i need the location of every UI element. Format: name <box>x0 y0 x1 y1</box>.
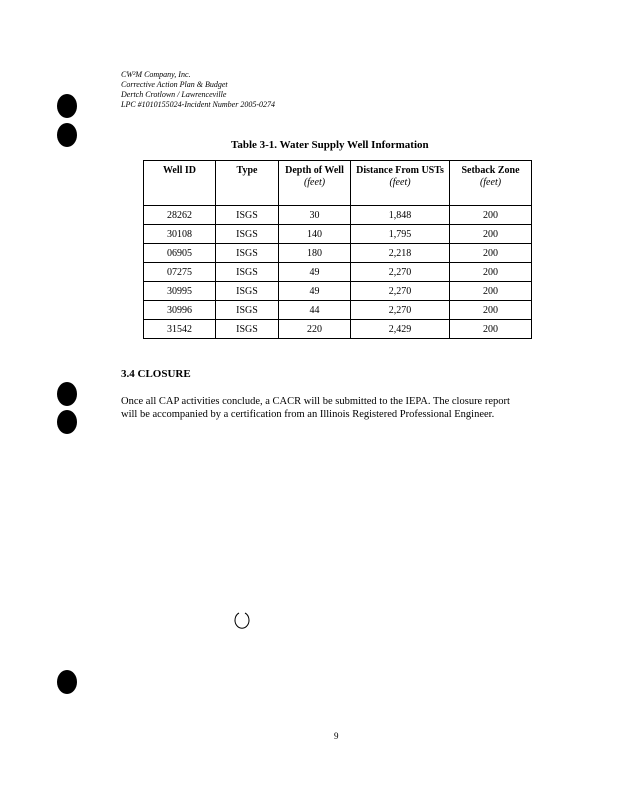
table-cell: ISGS <box>216 301 279 320</box>
table-cell: 31542 <box>144 320 216 339</box>
column-header: Setback Zone (feet) <box>450 161 532 206</box>
punch-hole <box>57 410 77 434</box>
table-cell: 200 <box>450 301 532 320</box>
table-cell: 1,795 <box>351 225 450 244</box>
table-row <box>144 320 532 339</box>
table-cell: 180 <box>279 244 351 263</box>
table-cell: 200 <box>450 320 532 339</box>
table-cell: 06905 <box>144 244 216 263</box>
document-header <box>121 70 275 110</box>
table-cell: 1,848 <box>351 206 450 225</box>
table-cell: 2,270 <box>351 263 450 282</box>
table-cell: 200 <box>450 206 532 225</box>
table-cell: 07275 <box>144 263 216 282</box>
circle-mark-icon <box>232 610 252 630</box>
table-cell: 30995 <box>144 282 216 301</box>
page-number: 9 <box>334 731 339 741</box>
table-cell: 30108 <box>144 225 216 244</box>
well-table <box>143 160 532 339</box>
table-row <box>144 206 532 225</box>
table-cell: 2,429 <box>351 320 450 339</box>
table-cell: 28262 <box>144 206 216 225</box>
table-cell: 200 <box>450 244 532 263</box>
table-cell: 220 <box>279 320 351 339</box>
table-cell: 200 <box>450 282 532 301</box>
table-cell: ISGS <box>216 320 279 339</box>
column-header: Depth of Well (feet) <box>279 161 351 206</box>
table-row <box>144 225 532 244</box>
closure-paragraph: Once all CAP activities conclude, a CACR will be submitted to the IEPA. The closure report will be accompanied by a certification from an Illinois Registered Professional Engineer. <box>121 396 510 420</box>
table-cell: 44 <box>279 301 351 320</box>
section-heading: 3.4 CLOSURE <box>121 368 191 380</box>
table-row <box>144 263 532 282</box>
column-header: Well ID <box>144 161 216 206</box>
table-title: Table 3-1. Water Supply Well Information <box>231 139 429 151</box>
table-cell: 2,270 <box>351 301 450 320</box>
table-row <box>144 244 532 263</box>
table-cell: 30996 <box>144 301 216 320</box>
table-cell: 30 <box>279 206 351 225</box>
document-type: Corrective Action Plan & Budget <box>121 80 228 89</box>
column-header: Type <box>216 161 279 206</box>
table-cell: 49 <box>279 263 351 282</box>
table-cell: ISGS <box>216 206 279 225</box>
table-row <box>144 282 532 301</box>
punch-hole <box>57 670 77 694</box>
table-cell: 200 <box>450 263 532 282</box>
table-cell: 2,270 <box>351 282 450 301</box>
table-cell: 200 <box>450 225 532 244</box>
table-cell: ISGS <box>216 282 279 301</box>
column-header: Distance From USTs (feet) <box>351 161 450 206</box>
table-cell: 2,218 <box>351 244 450 263</box>
company-name: CW²M Company, Inc. <box>121 70 191 79</box>
table-header-row <box>144 161 532 206</box>
table-cell: ISGS <box>216 225 279 244</box>
punch-hole <box>57 94 77 118</box>
table-cell: ISGS <box>216 244 279 263</box>
punch-hole <box>57 382 77 406</box>
table-cell: 140 <box>279 225 351 244</box>
incident-ids: LPC #1010155024-Incident Number 2005-0274 <box>121 100 275 109</box>
table-cell: ISGS <box>216 263 279 282</box>
table-row <box>144 301 532 320</box>
table-cell: 49 <box>279 282 351 301</box>
punch-hole <box>57 123 77 147</box>
site-name: Dertch Crotlown / Lawrenceville <box>121 90 227 99</box>
